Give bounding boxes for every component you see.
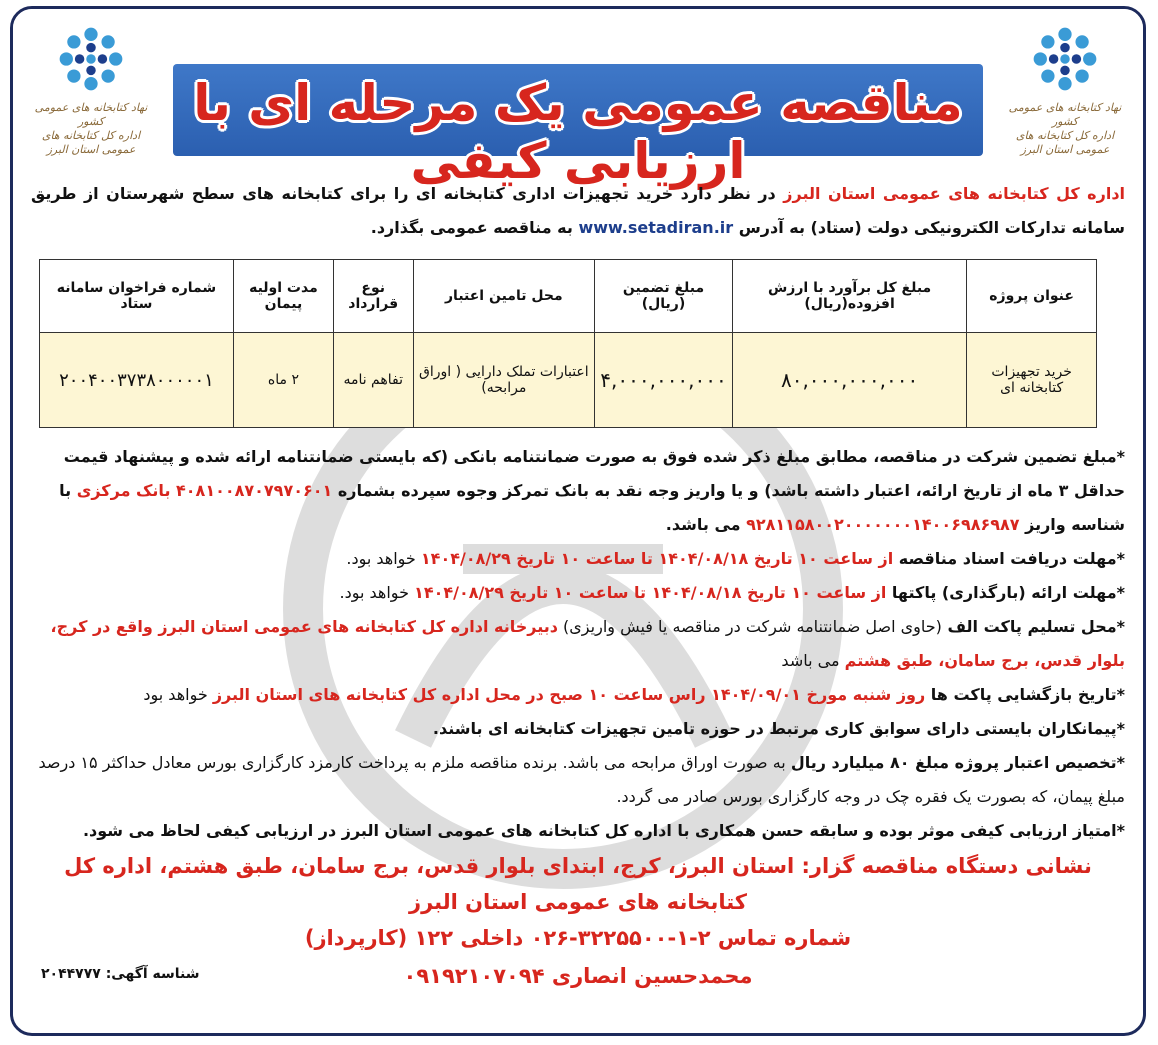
note-text: *مهلت ارائه (بارگذاری) پاکتها [886,583,1125,602]
note-delivery-place [31,610,1125,678]
note-text: *مبلغ تضمین شرکت در مناقصه، مطابق مبلغ ذکر شده فوق به صورت ضمانتنامه بانکی (که بایستی ضمانتنامه ارائه شده و پیشنهاد قیمت حداقل ۳ ماه از تاریخ ارائه، اعتبار داشته باشد) و یا واریز وجه نقد به بانک تمرکز وجوه سپرده بشماره [63,447,1125,500]
footer-row [31,956,1125,996]
note-date: از ساعت ۱۰ تاریخ ۱۴۰۴/۰۸/۱۸ تا ساعت ۱۰ تاریخ ۱۴۰۴/۰۸/۲۹ [414,583,887,602]
intro-paragraph [31,177,1125,245]
col-header: مبلغ کل برآورد با ارزش افزوده(ریال) [732,260,966,333]
deposit-id: ۹۲۸۱۱۵۸۰۰۲۰۰۰۰۰۰۰۱۴۰۰۶۹۸۶۹۸۷ [746,515,1020,534]
cell-project-title: خرید تجهیزات کتابخانه ای [967,333,1097,428]
cell-funding: اعتبارات تملک دارایی ( اوراق مرابحه) [413,333,595,428]
cell-contract-type: تفاهم نامه [333,333,413,428]
footer-address [31,848,1125,956]
account-number: ۴۰۸۱۰۰۸۷۰۷۹۷۰۶۰۱ [176,481,333,500]
logo-caption [1003,101,1127,157]
note-guarantee [31,440,1125,542]
note-text: می باشد. [665,515,747,534]
note-text: خواهد بود. [339,583,415,602]
note-date: روز شنبه مورخ ۱۴۰۴/۰۹/۰۱ راس ساعت ۱۰ صبح در محل اداره کل کتابخانه های استان البرز [212,685,926,704]
address-text: نشانی دستگاه مناقصه گزار: استان البرز، کرج، ابتدای بلوار قدس، برج سامان، طبق هشتم، اداره کل کتابخانه های عمومی استان البرز [64,854,1092,914]
org-name: اداره کل کتابخانه های عمومی استان البرز [783,184,1126,203]
notes [31,440,1125,848]
logo-motto: نهاد کتابخانه های عمومی کشور [1008,101,1122,128]
note-contractors: *پیمانکاران بایستی دارای سوابق کاری مرتبط در حوزه تامین تجهیزات کتابخانه ای باشند. [432,719,1125,738]
col-header: محل تامین اعتبار [413,260,595,333]
note-text: خواهد بود. [346,549,421,568]
note-text: *مهلت دریافت اسناد مناقصه [893,549,1125,568]
phone-text: شماره تماس ۲-۱-۳۲۲۵۵۰۰-۰۲۶ داخلی ۱۲۲ (کارپرداز) [304,926,852,950]
note-place: دبیرخانه اداره کل کتابخانه های عمومی استان البرز واقع در کرج، بلوار قدس، برج سامان، طبق هشتم [50,617,1125,670]
intro-text-2: به مناقصه عمومی بگذارد. [370,218,579,237]
note-text: به صورت اوراق مرابحه می باشد. برنده مناقصه ملزم به پرداخت کارمزد کارگزاری بورس معادل حداکثر ۱۵ درصد مبلغ پیمان، که بصورت یک فقره چک در وجه کارگزاری بورس صادر می گردد. [38,753,1125,806]
cell-call-number: ۲۰۰۴۰۰۳۷۳۸۰۰۰۰۰۱ [40,333,234,428]
col-header: مبلغ تضمین (ریال) [595,260,733,333]
note-text: *تخصیص اعتبار پروژه مبلغ ۸۰ میلیارد ریال [790,753,1125,772]
bank-name: بانک مرکزی [76,481,177,500]
note-quality: *امتیاز ارزیابی کیفی موثر بوده و سابقه حسن همکاری با اداره کل کتابخانه های عمومی استان البرز در ارزیابی کیفی لحاظ می شود. [82,821,1125,840]
cell-guarantee: ۴,۰۰۰,۰۰۰,۰۰۰ [595,333,733,428]
col-header: نوع قرارداد [333,260,413,333]
note-text: *محل تسلیم پاکت الف [941,617,1125,636]
col-header: مدت اولیه پیمان [233,260,333,333]
logo-org: اداره کل کتابخانه های عمومی استان البرز [1015,129,1115,156]
content [31,177,1125,996]
title-banner [173,64,983,190]
logo-left [27,21,155,161]
table-header-row [40,260,1097,333]
note-date: از ساعت ۱۰ تاریخ ۱۴۰۴/۰۸/۱۸ تا ساعت ۱۰ تاریخ ۱۴۰۴/۰۸/۲۹ [420,549,894,568]
logo-org: اداره کل کتابخانه های عمومی استان البرز [41,129,141,156]
page-title: مناقصه عمومی یک مرحله ای با ارزیابی کیفی [193,74,963,190]
intro-text-1: در نظر دارد خرید تجهیزات اداری کتابخانه ای را برای کتابخانه های سطح شهرستان از طریق سامانه تدارکات الکترونیکی دولت (ستاد) به آدرس [31,184,1125,237]
note-text: با شناسه واریز [59,481,1125,534]
note-text: (حاوی اصل ضمانتنامه شرکت در مناقصه یا فیش واریزی) [557,617,942,636]
cell-duration: ۲ ماه [233,333,333,428]
setad-link[interactable]: www.setadiran.ir [578,218,734,237]
library-logo-icon [1027,21,1103,97]
table-row [40,333,1097,428]
tender-table [39,259,1097,428]
advertisement-frame [10,6,1146,1036]
note-text: *تاریخ بازگشایی پاکت ها [925,685,1125,704]
library-logo-icon [53,21,129,97]
note-submission-deadline [31,576,1125,610]
header [13,9,1143,190]
logo-motto: نهاد کتابخانه های عمومی کشور [34,101,148,128]
note-text: می باشد [781,651,845,670]
note-funding [31,746,1125,814]
note-document-deadline [31,542,1125,576]
note-opening-date [31,678,1125,712]
logo-right [1001,21,1129,161]
col-header: عنوان پروژه [967,260,1097,333]
cell-estimate: ۸۰,۰۰۰,۰۰۰,۰۰۰ [732,333,966,428]
contact-person: محمدحسین انصاری ۰۹۱۹۲۱۰۷۰۹۴ [403,964,753,988]
note-text: خواهد بود [143,685,213,704]
ad-id: شناسه آگهی: ۲۰۴۴۷۷۷ [41,966,200,982]
col-header: شماره فراخوان سامانه ستاد [40,260,234,333]
logo-caption [29,101,153,157]
